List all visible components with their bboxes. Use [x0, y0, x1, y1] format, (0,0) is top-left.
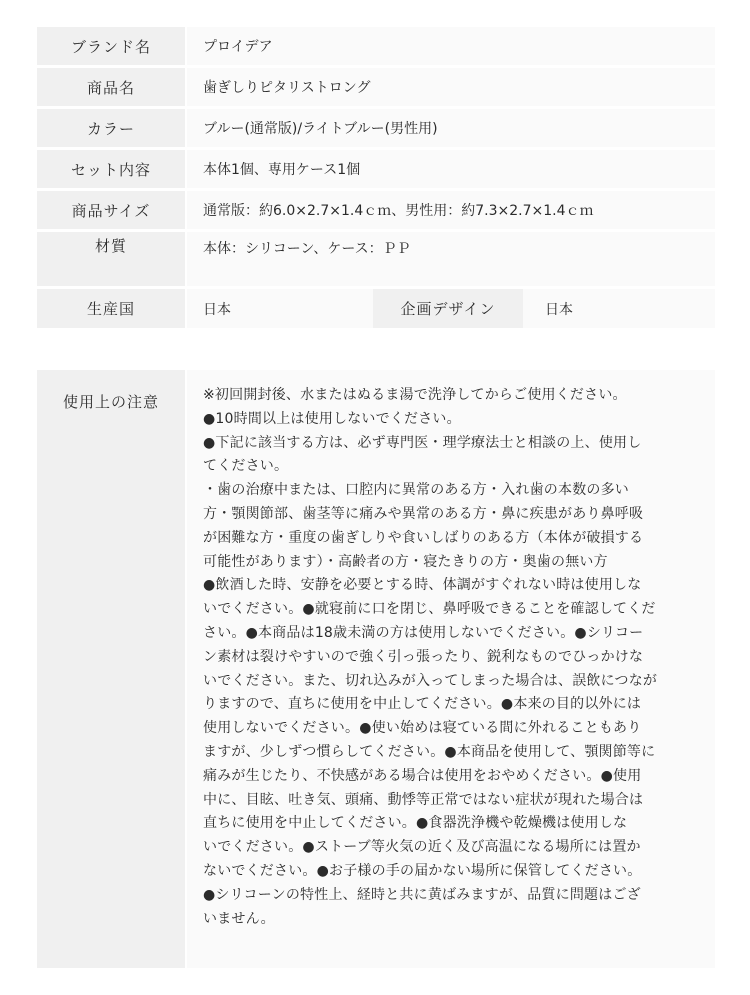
notes-line: ますが、少しずつ慣らしてください。●本商品を使用して、顎関節等に: [203, 743, 656, 760]
material-value: 本体：シリコーン、ケース：ＰＰ: [187, 232, 715, 286]
spec-row-material: [37, 232, 715, 286]
size-value: 通常版：約6.0×2.7×1.4ｃｍ、男性用：約7.3×2.7×1.4ｃｍ: [187, 191, 715, 229]
notes-line: てください。: [203, 458, 289, 475]
set-contents-label: セット内容: [37, 150, 185, 188]
brand-value: プロイデア: [187, 27, 715, 65]
origin-value: 日本: [187, 289, 373, 328]
product-name-value: 歯ぎしりピタリストロング: [187, 68, 715, 106]
notes-line: いません。: [203, 910, 275, 927]
notes-line: が困難な方・重度の歯ぎしりや食いしばりのある方（本体が破損する: [203, 529, 644, 546]
spec-row-set-contents: [37, 150, 715, 188]
design-label: 企画デザイン: [373, 289, 523, 328]
notes-line: 使用しないでください。●使い始めは寝ている間に外れることもあり: [203, 720, 642, 737]
notes-line: ●10時間以上は使用しないでください。: [203, 410, 461, 427]
notes-line: 直ちに使用を中止してください。●食器洗浄機や乾燥機は使用しな: [203, 815, 628, 832]
spec-row-size: [37, 191, 715, 229]
notes-line: 可能性があります）・高齢者の方・寝たきりの方・奥歯の無い方: [203, 553, 608, 570]
notes-line: ・歯の治療中または、口腔内に異常のある方・入れ歯の本数の多い: [203, 482, 629, 499]
notes-line: ※初回開封後、水またはぬるま湯で洗浄してからご使用ください。: [203, 387, 627, 403]
notes-line: ●シリコーンの特性上、経時と共に黄ばみますが、品質に問題はござ: [203, 886, 641, 903]
usage-notes: [37, 370, 715, 968]
size-label: 商品サイズ: [37, 191, 185, 229]
notes-line: さい。●本商品は18歳未満の方は使用しないでください。●シリコー: [203, 624, 644, 641]
spec-row-brand: [37, 27, 715, 65]
spec-row-product-name: [37, 68, 715, 106]
notes-line: ン素材は裂けやすいので強く引っ張ったり、鋭利なものでひっかけな: [203, 648, 644, 665]
set-contents-value: 本体1個、専用ケース1個: [187, 150, 715, 188]
color-value: ブルー(通常版)/ライトブルー(男性用): [187, 109, 715, 147]
notes-line: ●飲酒した時、安静を必要とする時、体調がすぐれない時は使用しな: [203, 577, 642, 594]
notes-line: いでください。●就寝前に口を閉じ、鼻呼吸できることを確認してくだ: [203, 601, 656, 618]
spec-table: [37, 27, 715, 328]
notes-line: ●下記に該当する方は、必ず専門医・理学療法士と相談の上、使用し: [203, 434, 642, 451]
product-name-label: 商品名: [37, 68, 185, 106]
notes-line: ないでください。●お子様の手の届かない場所に保管してください。: [203, 862, 642, 879]
notes-line: 方・顎関節部、歯茎等に痛みや異常のある方・鼻に疾患があり鼻呼吸: [203, 505, 644, 522]
notes-line: 痛みが生じたり、不快感がある場合は使用をおやめください。●使用: [203, 767, 642, 784]
notes-line: いでください。また、切れ込みが入ってしまった場合は、誤飲につなが: [203, 672, 658, 689]
notes-line: りますので、直ちに使用を中止してください。●本来の目的以外には: [203, 696, 642, 713]
material-label: 材質: [37, 232, 185, 286]
notes-label: 使用上の注意: [37, 370, 185, 968]
color-label: カラー: [37, 109, 185, 147]
brand-label: ブランド名: [37, 27, 185, 65]
spec-row-origin-design: [37, 289, 715, 328]
notes-line: 中に、目眩、吐き気、頭痛、動悸等正常ではない症状が現れた場合は: [203, 791, 644, 808]
notes-line: いでください。●ストーブ等火気の近く及び高温になる場所には置か: [203, 839, 641, 856]
origin-label: 生産国: [37, 289, 185, 328]
design-value: 日本: [523, 289, 715, 328]
notes-body: [187, 370, 715, 968]
spec-row-color: [37, 109, 715, 147]
